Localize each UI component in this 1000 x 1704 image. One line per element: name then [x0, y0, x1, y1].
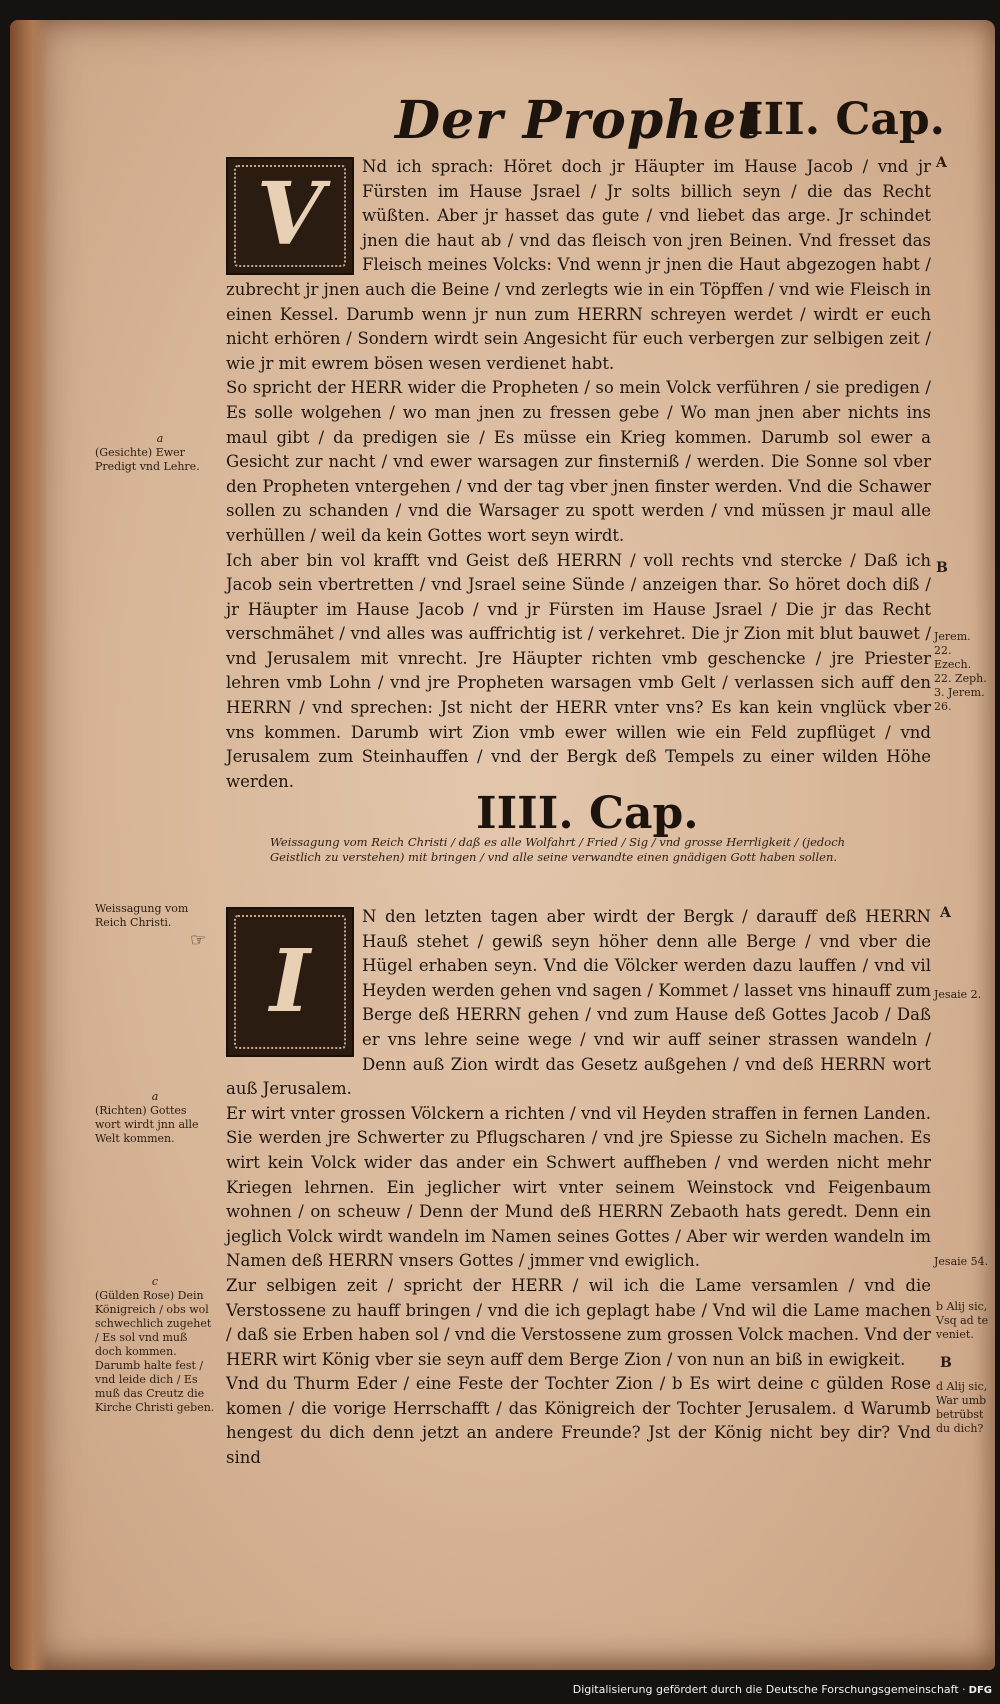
- paragraph: Er wirt vnter grossen Völckern a richten / vnd vil Heyden straffen in fernen Landen. Sie werden jre Schwerter zu Pflugscharen / vnd jre Spiesse zu Sicheln machen. Es wirt kein Volck wider das ander ein Schwert auffheben / vnd werden nicht mehr Kriegen lehrnen. Ein jeglicher wirt vnter seinem Weinstock vnd Feigenbaum wohnen / on scheuw / Denn der Mund deß HERRN Zebaoth hats geredt. Denn ein jeglich Volck wirdt wandeln im Namen seines Gottes / Aber wir werden wandeln im Namen deß HERRN vnsers Gottes / jmmer vnd ewiglich.: [226, 1103, 931, 1271]
- margin-ref-jesaie-2: Jesaie 2.: [934, 988, 982, 1001]
- paragraph: Nd ich sprach: Höret doch jr Häupter im Hause Jacob / vnd jr Fürsten im Hause Jsrael / Jr solts billich seyn / die das Recht wüßten. Aber jr hasset das gute / vnd liebet das arge. Jr schindet jnen die haut ab / vnd das fleisch von jren Beinen. Vnd fresset das Fleisch meines Volcks: Vnd wenn jr jnen die Haut abgezogen habt / zubrecht jr jnen auch die Beine / vnd zerlegts wie in ein Töpffen / vnd wie Fleisch in einen Kessel. Darumb wenn jr nun zum HERRN schreyen werdet / wirdt er euch nicht erhören / Sondern wirdt sein Angesicht für euch verbergen zur selbigen zeit / wie jr mit ewrem bösen wesen verdienet habt.: [226, 157, 931, 373]
- paragraph: Zur selbigen zeit / spricht der HERR / wil ich die Lame versamlen / vnd die Verstossene zu hauff bringen / vnd die ich geplagt habe / Vnd wil die Lame machen / daß sie Erben haben sol / vnd die Verstossene zum grossen Volck machen. Vnd der HERR wirt König vber sie seyn auff dem Berge Zion / von nun an biß in ewigkeit.: [226, 1275, 931, 1369]
- paragraph: So spricht der HERR wider die Propheten / so mein Volck verführen / sie predigen / Es solle wolgehen / wo man jnen zu fressen gebe / Wo man jnen aber nichts ins maul gibt / da predigen sie / Es müsse ein Krieg kommen. Darumb sol ewer a Gesicht zur nacht / vnd ewer warsagen zur finsterniß / werden. Die Sonne sol vber den Propheten vntergehen / vnd der tag vber jnen finster werden. Vnd die Schawer sollen zu schanden / vnd die Warsager zu spott werden / vnd müssen jr maul alle verhüllen / weil da kein Gottes wort seyn wirdt.: [226, 378, 931, 545]
- manicule-icon: ☞: [190, 930, 207, 951]
- section-letter-a: A: [936, 155, 947, 171]
- margin-ref-jesaie-54: Jesaie 54.: [934, 1255, 989, 1268]
- margin-note-gesichte: a (Gesichte) Ewer Predigt vnd Lehre.: [95, 432, 200, 473]
- margin-note-gulden-rose: c (Gülden Rose) Dein Königreich / obs wol schwechlich zugehet / Es sol vnd muß doch kommen. Darumb halte fest / vnd leide dich / Es muß das Creutz die Kirche Christi geben.: [95, 1275, 215, 1414]
- book-spine: [10, 20, 48, 1670]
- margin-note-b: b Alij sic, Vsq ad te veniet.: [936, 1300, 989, 1341]
- digitization-footer: Digitalisierung gefördert durch die Deutsche Forschungsgemeinschaft · DFG: [572, 1683, 992, 1696]
- section-letter-b: B: [936, 560, 948, 576]
- chapter-3-text: [226, 155, 931, 794]
- chapter-4-heading: IIII. Cap.: [476, 788, 699, 839]
- decorated-initial-i: I: [226, 907, 354, 1057]
- running-header: [395, 90, 945, 160]
- margin-note-richten: a (Richten) Gottes wort wirdt jnn alle Welt kommen.: [95, 1090, 199, 1145]
- dfg-logo: DFG: [968, 1685, 992, 1696]
- paragraph: Ich aber bin vol krafft vnd Geist deß HERRN / voll rechts vnd stercke / Daß ich Jacob sein vbertretten / vnd Jsrael seine Sünde / anzeigen thar. So höret doch diß / jr Häupter im Hause Jacob / vnd jr Fürsten im Hause Jsrael / Die jr das Recht verschmähet / vnd alles was auffrichtig ist / verkehret. Die jr Zion mit blut bauwet / vnd Jerusalem mit vnrecht. Jre Häupter richten vmb geschencke / jre Priester lehren vmb Lohn / vnd jre Propheten warsagen vmb Gelt / verlassen sich auff den HERRN / vnd sprechen: Jst nicht der HERR vnter vns? Es kan kein vnglück vber vns kommen. Darumb wirt Zion vmb ewer willen wie ein Feld zupflüget / vnd Jerusalem zum Steinhauffen / vnd der Bergk deß Tempels zu einer wilden Höhe werden.: [226, 550, 931, 791]
- page-title: Der Prophet: [395, 90, 763, 151]
- margin-note-weissagung: Weissagung vom Reich Christi.: [95, 902, 189, 929]
- decorated-initial-v: V: [226, 157, 354, 275]
- chapter-4-summary: Weissagung vom Reich Christi / daß es alle Wolfahrt / Fried / Sig / vnd grosse Herrligkeit / (jedoch Geistlich zu verstehen) mit bringen / vnd alle seine verwandte einen gnädigen Gott haben sollen.: [270, 835, 846, 864]
- margin-ref-jerem: Jerem. 22. Ezech. 22. Zeph. 3. Jerem. 26.: [934, 630, 987, 713]
- margin-note-d: d Alij sic, War umb betrübst du dich?: [936, 1380, 988, 1435]
- chapter-label: III. Cap.: [743, 94, 945, 145]
- section-letter-a: A: [940, 905, 951, 921]
- section-letter-b: B: [940, 1355, 952, 1371]
- chapter-4-text: [226, 905, 931, 1471]
- paragraph: Vnd du Thurm Eder / eine Feste der Tochter Zion / b Es wirt deine c gülden Rose komen / die vorige Herrschafft / das Königreich der Tochter Jerusalem. d Warumb hengest du dich denn jetzt an andere Freunde? Jst der König nicht bey dir? Vnd sind: [226, 1374, 931, 1468]
- paragraph: N den letzten tagen aber wirdt der Bergk / darauff deß HERRN Hauß stehet / gewiß seyn höher denn alle Berge / vnd vber die Hügel erhaben seyn. Vnd die Völcker werden dazu lauffen / vnd vil Heyden werden gehen vnd sagen / Kommet / lasset vns hinauff zum Berge deß HERRN gehen / vnd zum Hause deß Gottes Jacob / Daß er vns lehre seine wege / vnd wir auff seiner strassen wandeln / Denn auß Zion wirdt das Gesetz außgehen / vnd deß HERRN wort auß Jerusalem.: [226, 907, 931, 1099]
